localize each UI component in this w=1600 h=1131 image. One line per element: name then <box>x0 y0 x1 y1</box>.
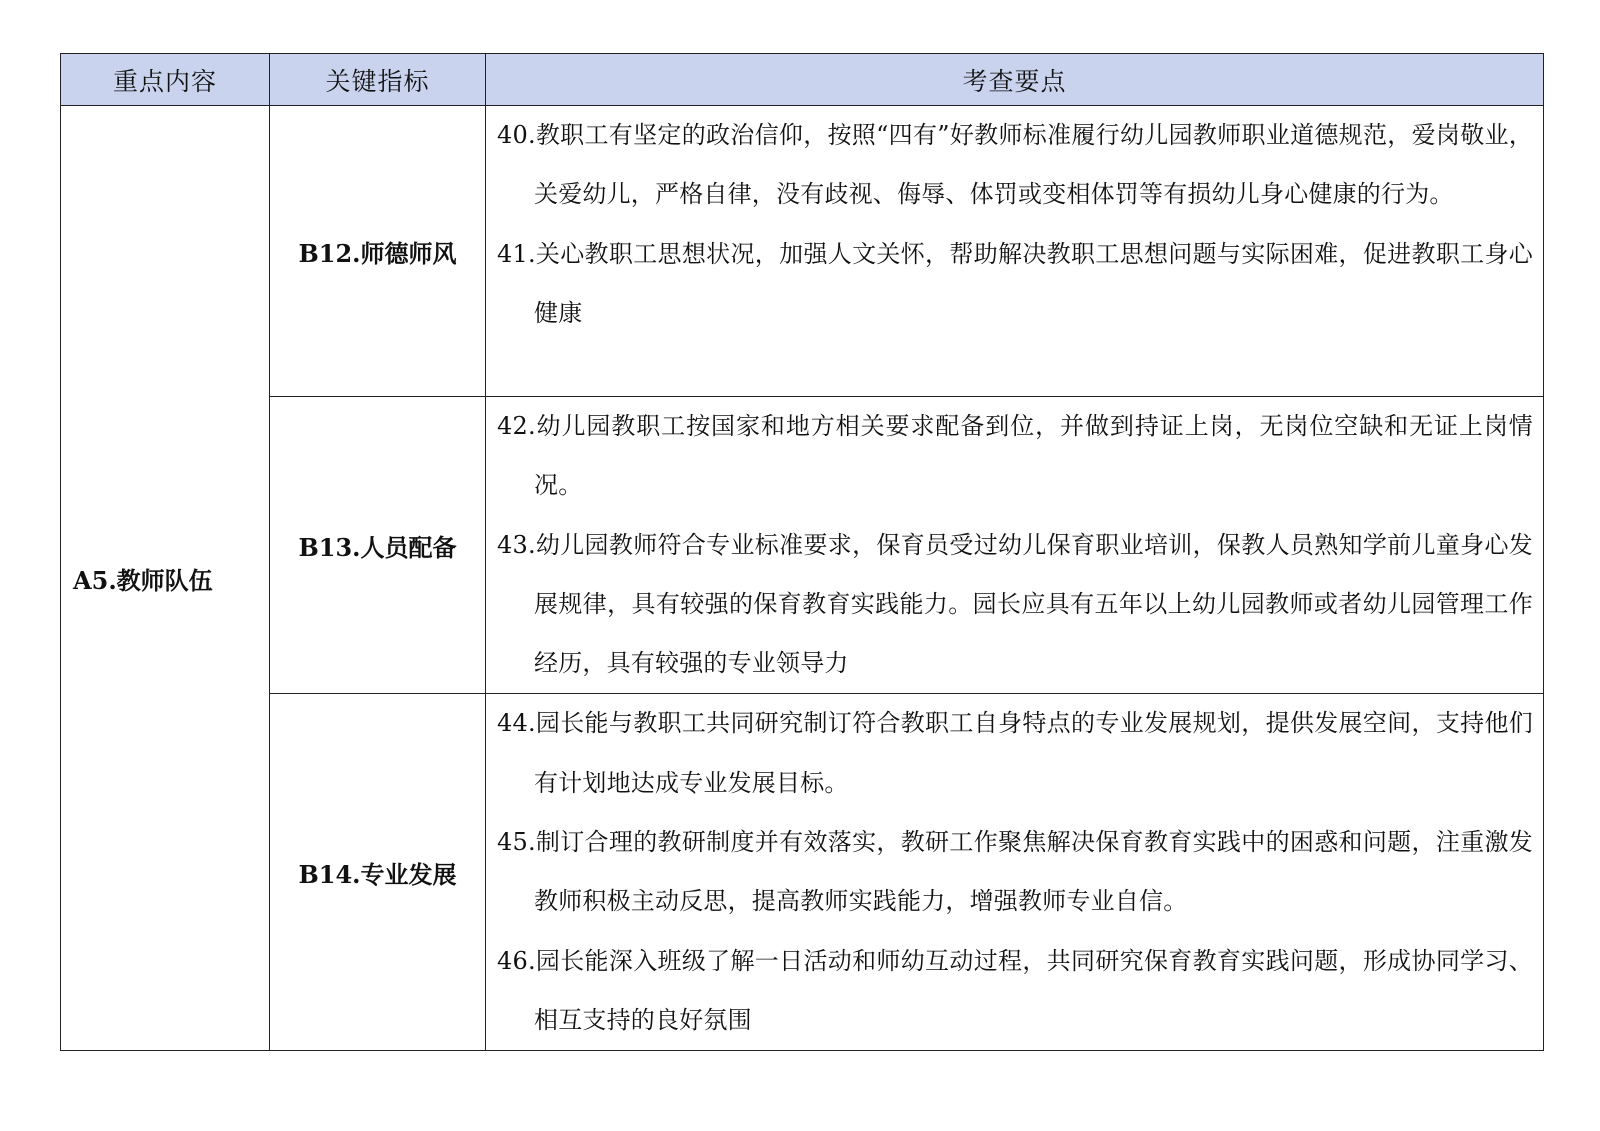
table-header-row <box>61 54 1544 106</box>
indicator-cell: B12.师德师风 <box>270 106 486 397</box>
inspection-point <box>497 932 1533 1051</box>
header-inspection-points: 考查要点 <box>486 54 1544 106</box>
points-cell <box>486 397 1544 694</box>
inspection-point <box>497 106 1533 225</box>
point-number: 42. <box>497 412 536 440</box>
point-number: 44. <box>497 709 536 738</box>
point-text: 教职工有坚定的政治信仰，按照“四有”好教师标准履行幼儿园教师职业道德规范，爱岗敬业，关爱幼儿，严格自律，没有歧视、侮辱、体罚或变相体罚等有损幼儿身心健康的行为。 <box>534 121 1533 209</box>
indicator-cell: B13.人员配备 <box>270 397 486 694</box>
point-text: 幼儿园教职工按国家和地方相关要求配备到位，并做到持证上岗，无岗位空缺和无证上岗情况。 <box>534 412 1533 500</box>
table-row <box>61 106 1544 397</box>
inspection-point <box>497 694 1533 813</box>
point-number: 40. <box>497 121 536 149</box>
table-row <box>61 397 1544 694</box>
points-cell <box>486 694 1544 1051</box>
indicator-cell: B14.专业发展 <box>270 694 486 1051</box>
point-number: 45. <box>497 828 536 857</box>
header-focus-content: 重点内容 <box>61 54 270 106</box>
evaluation-table <box>60 53 1544 1051</box>
point-text: 园长能与教职工共同研究制订符合教职工自身特点的专业发展规划，提供发展空间，支持他们有计划地达成专业发展目标。 <box>534 709 1533 797</box>
inspection-point <box>497 516 1533 694</box>
point-number: 43. <box>497 530 536 559</box>
inspection-point <box>497 397 1533 516</box>
point-text: 关心教职工思想状况，加强人文关怀，帮助解决教职工思想问题与实际困难，促进教职工身心健康 <box>534 239 1533 327</box>
evaluation-table-container <box>60 53 1543 1051</box>
point-text: 幼儿园教师符合专业标准要求，保育员受过幼儿保育职业培训，保教人员熟知学前儿童身心发展规律，具有较强的保育教育实践能力。园长应具有五年以上幼儿园教师或者幼儿园管理工作经历，具有较强的专业领导力 <box>534 530 1533 678</box>
points-cell <box>486 106 1544 397</box>
point-number: 41. <box>497 239 536 268</box>
table-row <box>61 694 1544 1051</box>
inspection-point <box>497 225 1533 344</box>
point-text: 制订合理的教研制度并有效落实，教研工作聚焦解决保育教育实践中的困惑和问题，注重激发教师积极主动反思，提高教师实践能力，增强教师专业自信。 <box>534 828 1533 916</box>
focus-area-cell: A5.教师队伍 <box>61 106 270 1051</box>
header-key-indicator: 关键指标 <box>270 54 486 106</box>
point-number: 46. <box>497 946 536 975</box>
point-text: 园长能深入班级了解一日活动和师幼互动过程，共同研究保育教育实践问题，形成协同学习、相互支持的良好氛围 <box>534 946 1533 1034</box>
inspection-point <box>497 813 1533 932</box>
